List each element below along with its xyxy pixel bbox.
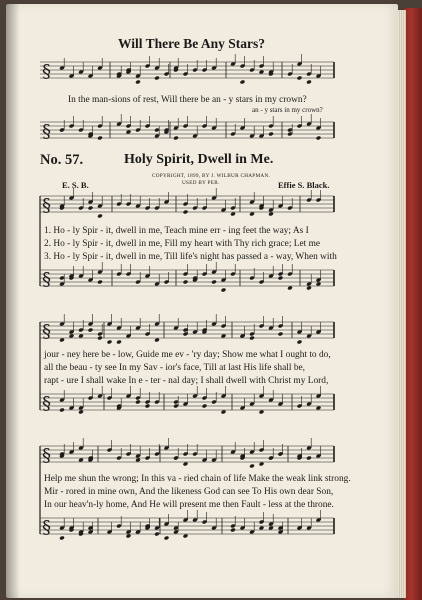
note-head xyxy=(173,136,179,141)
note-head xyxy=(135,458,141,463)
note-head xyxy=(221,288,227,293)
note-head xyxy=(183,210,189,215)
note-head xyxy=(249,464,255,469)
note-head xyxy=(154,76,160,81)
verse3-line2: rapt - ure I shall wake In e - ter - nal day; I shall dwell with Christ my Lord, xyxy=(44,376,329,386)
note-head xyxy=(135,80,141,85)
note-head xyxy=(287,286,293,291)
verse2-line3: Mir - rored in mine own, And the likeness God can see To His own dear Son, xyxy=(44,487,334,497)
note-head xyxy=(78,458,84,463)
note-head xyxy=(88,206,94,211)
note-head xyxy=(135,400,141,405)
note-head xyxy=(316,136,322,141)
note-head xyxy=(259,410,265,415)
note-head xyxy=(97,214,103,219)
note-head xyxy=(183,534,189,539)
note-head xyxy=(97,336,103,341)
verse2-line1: 2. Ho - ly Spir - it, dwell in me, Fill my heart with Thy rich grace; Let me xyxy=(44,239,321,249)
note-head xyxy=(59,408,65,413)
verse3-line1: 3. Ho - ly Spir - it, dwell in me, Till life's night has passed a - way, When with xyxy=(44,252,337,262)
note-head xyxy=(259,526,265,531)
note-head xyxy=(183,462,189,467)
note-head xyxy=(145,404,151,409)
clef-mark: § xyxy=(42,393,51,414)
note-head xyxy=(126,130,132,135)
verse2-line2: all the beau - ty see In my Sav - ior's face, Till at last His life shall be, xyxy=(44,363,306,373)
note-head xyxy=(297,340,303,345)
hymn-composer: Effie S. Black. xyxy=(278,180,330,190)
note-head xyxy=(202,404,208,409)
note-head xyxy=(221,410,227,415)
note-head xyxy=(154,532,160,537)
note-head xyxy=(259,70,265,75)
hymn-lyricist: E. S. B. xyxy=(62,180,89,190)
prev-hymn-lyric: In the man-sions of rest, Will there be an - y stars in my crown? xyxy=(68,95,307,105)
note-head xyxy=(249,336,255,341)
note-head xyxy=(268,212,274,217)
note-head xyxy=(230,528,236,533)
verse1-line2: jour - ney here be - low, Guide me ev - 'ry day; Show me what I ought to do, xyxy=(44,350,331,360)
note-head xyxy=(316,406,322,411)
hymn-used-by: USED BY PER. xyxy=(182,180,220,186)
note-head xyxy=(278,276,284,281)
note-head xyxy=(230,212,236,217)
note-head xyxy=(97,280,103,285)
clef-mark: § xyxy=(42,445,51,466)
note-head xyxy=(183,280,189,285)
note-head xyxy=(306,456,312,461)
note-head xyxy=(240,80,246,85)
note-head xyxy=(306,80,312,85)
verse3-line3: In our heav'n-ly home, And He will present me then Fault - less at the throne. xyxy=(44,500,334,510)
note-head xyxy=(306,286,312,291)
hymn-copyright: COPYRIGHT, 1899, BY J. WILBUR CHAPMAN. xyxy=(152,173,271,179)
note-head xyxy=(78,410,84,415)
note-head xyxy=(249,212,255,217)
note-head xyxy=(78,334,84,339)
note-head xyxy=(164,536,170,541)
note-head xyxy=(97,136,103,141)
note-head xyxy=(221,334,227,339)
clef-mark: § xyxy=(42,321,51,342)
note-head xyxy=(126,534,132,539)
verse1-line1: 1. Ho - ly Spir - it, dwell in me, Teach mine err - ing feet the way; As I xyxy=(44,226,309,236)
note-head xyxy=(59,536,65,541)
clef-mark: § xyxy=(42,61,51,82)
note-head xyxy=(88,328,94,333)
note-head xyxy=(59,338,65,343)
note-head xyxy=(278,332,284,337)
note-head xyxy=(116,340,122,345)
note-head xyxy=(268,526,274,531)
note-head xyxy=(69,334,75,339)
prev-hymn-echo-lyric: an - y stars in my crown? xyxy=(252,106,323,114)
note-head xyxy=(211,280,217,285)
note-head xyxy=(268,132,274,137)
note-head xyxy=(297,76,303,81)
clef-mark: § xyxy=(42,195,51,216)
note-head xyxy=(154,338,160,343)
clef-mark: § xyxy=(42,517,51,538)
note-head xyxy=(316,282,322,287)
prev-hymn-title: Will There Be Any Stars? xyxy=(118,36,266,51)
verse1-line3: Help me shun the wrong; In this va - ried chain of life Make the weak link strong. xyxy=(44,474,351,484)
note-head xyxy=(107,340,113,345)
note-head xyxy=(259,462,265,467)
clef-mark: § xyxy=(42,269,51,290)
hymn-number: No. 57. xyxy=(40,152,84,168)
hymn-title: Holy Spirit, Dwell in Me. xyxy=(124,152,274,167)
clef-mark: § xyxy=(42,121,51,142)
